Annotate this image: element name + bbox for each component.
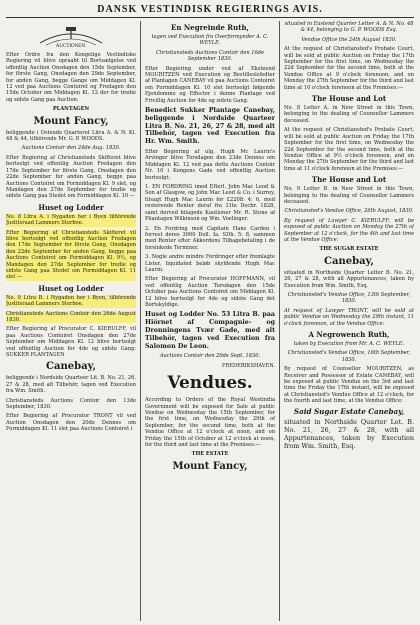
col2-block-12: FREDERIKSHAVEN.: [221, 362, 275, 369]
col3-block-20: situated in Northside Quarter Let. B. No. 21, 26, 27 & 28, with all Appurtenances, taken by Execution from Wm. Smith, Esq.: [284, 418, 414, 450]
col2-block-14: According to Orders of the Royal Westindia Government will be exposed for Sale at public Vendue on Wednesday the 15th September, for the first time, on Wednesday the 29th of September, for the second time, both at the Vendue Office at 12 o'clock at noon, and on Friday the 15th of October at 12 o'clock at noon, for the third and last time at the Premises:—: [145, 397, 275, 449]
col1-block-12: Efter Begiering af Procurator C. KIERULFF, vil paa Auctions Contoiret Onsdagen den 27de September om Middagen Kl. 12 blive bortsolgt ved offentlig Auction for 4de og sidste Gang: SUKKER PLANTAGEN: [6, 326, 136, 359]
col3-block-17: Christiansted's Vendue Office, 16th September, 1830.: [287, 350, 411, 363]
col2-block-4: Benedict Sukker Plantage Canebay, beliggende i Nordside Quarteer Litra B. No. 21, 26, 27 & 28, med alt Tilbehör, tagen ved Execution fra Hr. Wm. Smith.: [145, 107, 275, 146]
auction-label: AUCTIONEN.: [55, 44, 87, 49]
col3-block-1: Vendue Office the 24th August 1830.: [301, 36, 397, 43]
col3-block-19: Said Sugar Estate Canebay,: [293, 406, 405, 416]
col1-block-6: Huset og Lodder: [38, 202, 104, 212]
col3-block-15: A Negrowench Ruth,: [308, 330, 390, 340]
col3-block-8: Christiansted's Vendue Office, 26th August, 1830.: [284, 208, 414, 215]
col2-block-10: Huset og Lodder No. 53 Litra B. paa Hiörnet af Compagnie- og Dronningens Tvær Gade, med alt Tilbehör, tagen ved Execution fra Salomon De Leon.: [145, 311, 275, 350]
col3-block-7: No. 9 Letter B. in New Street in this Town, belonging to the dealing of Counsellor Lammers deceased.: [284, 186, 414, 205]
columns: [6, 21, 414, 621]
col1-block-10: No. 9 Litra B. i Nygaden her i Byen, tilhörende Justitsraad Lammers Sterboe.: [6, 294, 136, 308]
col3-block-13: Christiansted's Vendue Office, 13th September, 1830.: [287, 292, 411, 305]
col1-block-14: beliggende i Nordside Quarteer Lit. B. No. 21, 26, 27 & 28, med alt Tilbehör, tagen ved Execution fra Wm. Smith.: [6, 375, 136, 395]
col2-block-6: 1. EN FORDRING imod Efterl. John Mac Leod & Son af Glasgow, og John Mac Leod & Co. i Surrey, tilsagt Hugh Mac Laurin for £2208: 4: 6, med resterende Renter deraf fra 31te Decbr. 1828, samt derved bilagede Kautioner Mr. R. Stone af Pliantagen Wilkinson og Wm. Voelinger.: [145, 184, 275, 223]
col1-block-7: No. 8 Litra A. i Nygaden her i Byen tilhörende Justitsraad Lammers Sterboe.: [6, 213, 136, 227]
col3-block-6: The House and Lot: [311, 175, 387, 185]
col1-block-16: Efter Begiering af Procurator TRONT vil ved Auction Onsdagen den 20de Dennes om Formiddagen Kl. 11 slet paa Auctions Contoiret i: [6, 413, 136, 433]
col2-block-1: tagen ved Execution fra Overformynder A. C. WEYLE.: [151, 34, 269, 47]
column-middle: [140, 21, 275, 621]
col3-block-9: By request of Lawyer C. KIERULFF, will be exposed at public Auction on Monday the 27th of September at 12 o'clock, for the 4th and last time at the Vendue Office:: [284, 217, 414, 243]
col2-block-9: Efter Begiering af Procurator HOFFMANN, vil ved offentlig Auction Torsdagen den 15de October paa Auctions Contoiret om Middagen Kl. 12 blive bortsolgt for 4de og sidste Gang det Bortskyldige.: [145, 276, 275, 308]
col1-block-13: Canebay,: [46, 361, 96, 373]
masthead: DANSK VESTINDISK REGIERINGS AVIS.: [6, 4, 414, 18]
col3-block-0: situated in Eastend Quarter Letter A. & N. No. 48 & 44, belonging to G. P. WOODS Esq.: [284, 21, 414, 34]
col2-block-16: Mount Fancy,: [172, 460, 248, 472]
col1-block-3: beliggende i Ostende Quarteret Litra A. & N. Kl. 48 & 44, tilhörende Mr. G. P. WOODS.: [6, 129, 136, 143]
col3-block-3: The House and Lot: [311, 94, 387, 104]
col2-block-3: Efter Begiering under ved af Eksteend MOURITZEN ved Execution og Bestilleslsfedter af Plantagen CANEBAY vil paa Auctions Contoiret om Formiddagen Kl. 10 slet bortsolgt følgende Ejendomme og Effecter i denne Plantage ved Frivillig Auction for 4de og sidste Gang.: [145, 65, 275, 104]
col2-block-2: Christiansteds Auctions Contoir den 16de September 1830.: [155, 49, 265, 63]
col3-block-16: taken by Execution from Mr. A. C. WEYLE.: [293, 341, 405, 348]
col3-block-4: No. 8 Letter A. in New Street in this Town, belonging to the dealing of Counsellor Lammers deceased.: [284, 105, 414, 124]
col2-block-11: Auctions Contoir den 20de Sept. 1830.: [159, 353, 261, 360]
col2-block-7: 2. En Fordring med Capitain Hans Carden i forrest deres 3000 Doll. Ia. SDh. 5: 8, sammen med Renter efter Akkordens Tilbagebetaling i de forsinkede Terminer.: [145, 225, 275, 251]
col1-block-2: Mount Fancy,: [33, 115, 109, 127]
col3-block-12: situated in Northside Quarter Letter B. No. 21, 26, 27 & 28, with all Appurtenances, taken by Execution from Wm. Smith, Esq.: [284, 269, 414, 289]
auction-vignette: [36, 23, 106, 49]
hammer-icon: [36, 23, 106, 49]
col1-block-15: Christiansteds Auctions Contoir den 13de September, 1830.: [6, 397, 136, 411]
col1-block-9: Huset og Lodder: [38, 283, 104, 293]
col3-block-14: At request of Lawyer TRONT, will be sold at public Vendue on Wednesday the 29th instant, 11 o'clock forenoon, at the Vendue Office:: [284, 307, 414, 327]
col1-block-0: Efter Ordre fra den Kongelige Vestindiske Regiering vil blive opraabt til Bortsælgelse ved offentlig Auction Onsdagen den 15de September, for förste Gang, Onsdagen den 29de September, for anden Gang, begge Gange om Middagen Kl. 12 ved paa Auctions Contoiret og Fredagen den 15de October om Middagen Kl. 12 der for tredie og sidste Gang paa Auction:: [6, 52, 136, 103]
col1-block-1: PLANTAGEN: [52, 106, 90, 113]
col1-block-8: Efter Begiering af Christiansteds Skifteret vil blive bortsolgt ved offentlig Auction Fredagen den 17de September for förste Gang, Onsdagen den 22de September for anden Gang, begge paa Auctions Contoiret om Formiddagen Kl. 9½, og Mandagen den 27de September for tredie og sidste Gang paa Stedet om Formiddagen Kl. 11 slet —: [6, 229, 136, 281]
col3-block-5: At the request of Christiansted's Probate Court, will be sold at public Auction on Friday the 17th September for the first time, on Wednesday the 22d September for the second time, both at the Vendue Office at 9½ o'clock forenoon, and on Monday the 27th September for the third and last time at 11 o'clock forenoon at the Premises:—: [284, 127, 414, 172]
col3-block-2: At the request of Christiansted's Probate Court, will be sold at public Auction on Friday the 17th September for the first time, on Wednesday the 22d September for the second time, both at the Vendue Office at 9 o'clock forenoon, and on Monday the 27th September for the third and last time at 10 o'clock forenoon at the Premises:—: [284, 46, 414, 91]
col2-block-5: Efter Begiering af ulg. Hugh Mc Laurin's Arvinger blive Torsdagen den 23de Dennes om Middagen Kl. 12 ved paa dette Auctions Contoir Nr. 10 i Kongens Gade ved offentlig Auction bortsolgt:: [145, 149, 275, 181]
column-left: [6, 21, 136, 621]
col3-block-10: THE SUGAR ESTATE: [319, 246, 379, 253]
col2-block-8: 3. Nogle andre mindre Fordringer efter fremlagte Lister, liquidated beløb skyldende Hugh Mac Laurin.: [145, 254, 275, 273]
col2-block-15: THE ESTATE: [191, 451, 229, 458]
col1-block-5: Efter Begiering af Christiansteds Skifteret blive bortsolgt ved offentlig Auction Fredagen den 17de September for förste Gang, Onsdagen den 22de September for anden Gang, begge paa Auctions Contoiret om Formiddagen Kl. 9 slet, og Mandagen den 27de September for tredie og sidste Gang paa Stedet om Formiddagen Kl. 10 —: [6, 154, 136, 200]
col3-block-11: Canebay,: [324, 255, 374, 267]
col3-block-18: By request of Counsellor MOURITZEN, as Receiver and Possessor of Estate CANEBAY, will be exposed at public Vendue on the 3rd and last time the Friday the 17th instant, will be exposed at Christiansted's Vendue Office at 12 o'clock, for the fourth and last time, at the Vendue Office:: [284, 366, 414, 405]
col1-block-4: Auctions Contoir den 24de Aug. 1830.: [21, 145, 121, 152]
col2-block-13: Vendues.: [167, 373, 253, 394]
col1-block-11: Christiansteds Auctions Contoir den 26de August 1830.: [6, 310, 136, 323]
column-right: [279, 21, 414, 621]
col2-block-0: En Negreinde Ruth,: [171, 23, 249, 32]
